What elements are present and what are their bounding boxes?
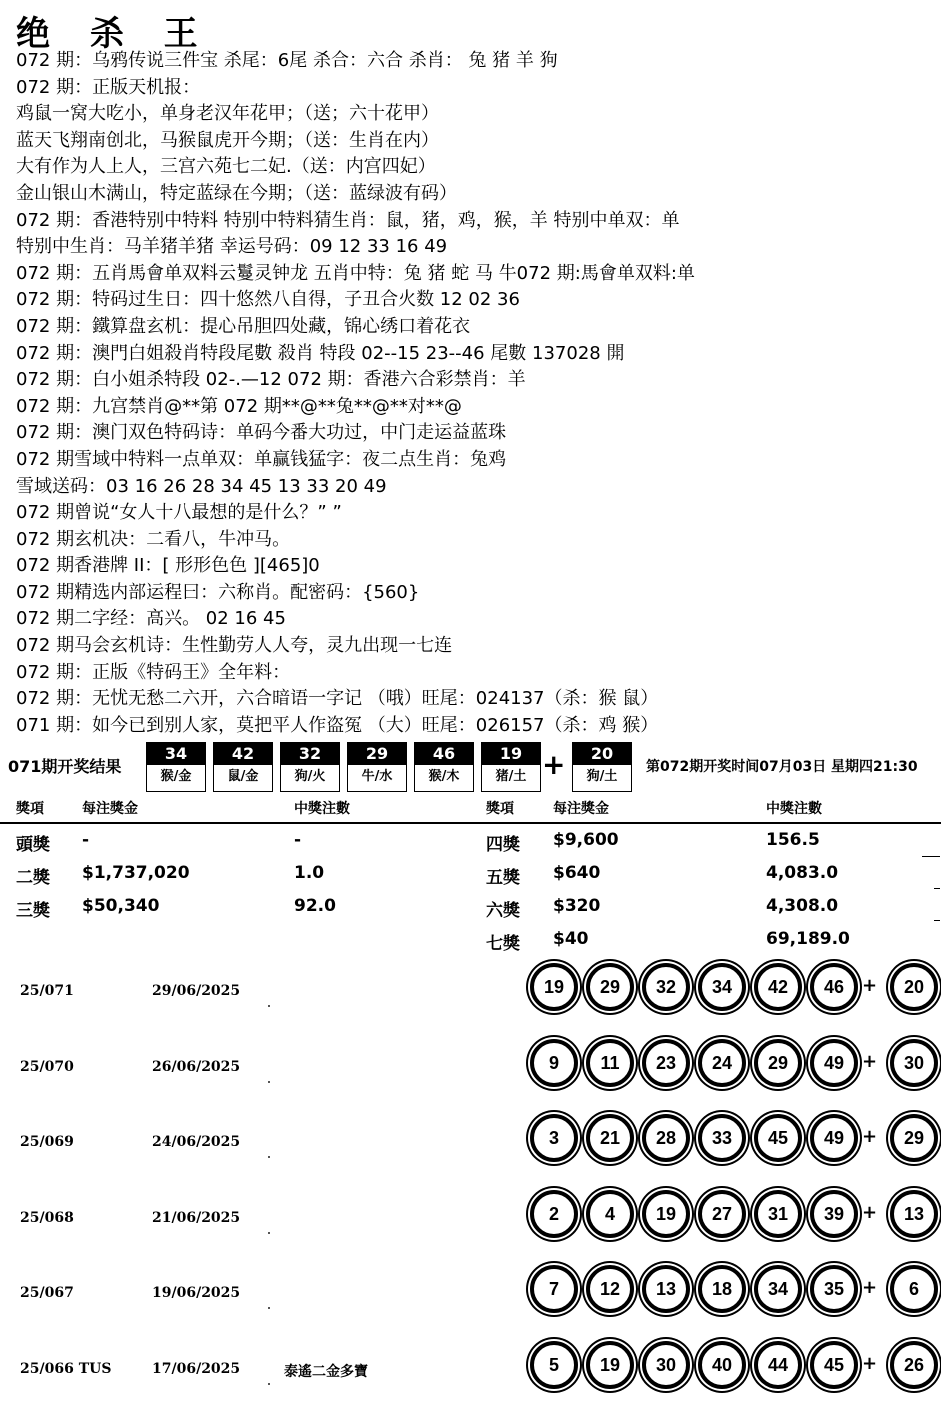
history-ball: 9 [530, 1039, 578, 1087]
next-draw-time: 第072期开奖时间07月03日 星期四21:30 [646, 759, 918, 775]
result-number: 46 [415, 743, 473, 765]
special-zodiac: 狗/土 [586, 769, 618, 784]
forecast-line: 071 期：如今已到别人家，莫把平人作盗冤 （大）旺尾：026157（杀：鸡 猴） [16, 714, 659, 736]
result-number: 19 [482, 743, 540, 765]
plus-sign: + [542, 748, 566, 781]
history-special-ball: 13 [890, 1190, 938, 1238]
history-ball: 4 [586, 1190, 634, 1238]
forecast-line: 072 期：无忧无愁二六开，六合暗语一字记 （哦）旺尾：024137（杀：猴 鼠） [16, 688, 659, 710]
history-ball: 34 [754, 1265, 802, 1313]
prize-tier: 頭獎 [16, 835, 50, 855]
forecast-line: 072 期：香港特别中特料 特别中特料猜生肖：鼠，猪，鸡，猴，羊 特别中单双：单 [16, 209, 680, 231]
history-special-ball: 30 [890, 1039, 938, 1087]
history-ball: 46 [810, 963, 858, 1011]
prize-tier: 五獎 [486, 868, 520, 888]
draw-result-label: 071期开奖结果 [8, 757, 122, 776]
history-date: 17/06/2025 [152, 1360, 241, 1377]
history-ball: 5 [530, 1341, 578, 1389]
prize-winners: 4,308.0 [766, 896, 839, 916]
edge-mark [934, 920, 940, 921]
prize-amount: $40 [553, 929, 589, 949]
result-zodiac: 猴/木 [428, 769, 460, 784]
result-number: 29 [348, 743, 406, 765]
result-number-box [347, 742, 407, 792]
result-number: 34 [147, 743, 205, 765]
history-issue: 25/068 [20, 1209, 74, 1226]
forecast-text-block [16, 48, 936, 739]
speck [268, 1156, 270, 1158]
history-ball: 45 [810, 1341, 858, 1389]
history-ball: 12 [586, 1265, 634, 1313]
header-winners-2: 中獎注數 [766, 801, 822, 817]
forecast-line: 072 期：鐵算盘玄机：提心吊胆四处藏，锦心绣口着花衣 [16, 315, 471, 337]
history-row [0, 963, 941, 1023]
result-zodiac: 猪/土 [495, 769, 527, 784]
history-issue: 25/071 [20, 983, 74, 999]
history-row [0, 1341, 941, 1401]
history-plus: + [862, 1277, 878, 1298]
history-ball: 19 [586, 1341, 634, 1389]
result-zodiac: 猴/金 [160, 769, 192, 784]
header-tier-2: 獎項 [486, 801, 514, 817]
speck [268, 1232, 270, 1234]
history-ball: 29 [754, 1039, 802, 1087]
history-issue: 25/067 [20, 1285, 74, 1301]
history-row [0, 1190, 941, 1250]
history-issue: 25/070 [20, 1058, 74, 1075]
history-ball: 13 [642, 1265, 690, 1313]
result-zodiac: 狗/火 [294, 769, 326, 784]
history-plus: + [862, 1050, 878, 1072]
header-amount: 每注獎金 [82, 801, 138, 817]
forecast-line: 072 期：澳門白姐殺肖特段尾數 殺肖 特段 02--15 23--46 尾數 137028 開 [16, 342, 625, 364]
history-special-ball: 20 [890, 963, 938, 1011]
forecast-line: 金山银山木满山，特定蓝绿在今期；（送：蓝绿波有码） [16, 182, 457, 204]
forecast-line: 072 期：乌鸦传说三件宝 杀尾：6尾 杀合：六合 杀肖： 兔 猪 羊 狗 [16, 50, 558, 71]
history-ball: 27 [698, 1190, 746, 1238]
history-ball: 2 [530, 1190, 578, 1238]
speck [268, 1307, 270, 1309]
result-number-box [481, 742, 541, 792]
history-ball: 49 [810, 1039, 858, 1087]
result-number: 32 [281, 743, 339, 765]
history-ball: 30 [642, 1341, 690, 1389]
forecast-line: 072 期香港牌 II：[ 形形色色 ][465]0 [16, 555, 320, 577]
history-ball: 19 [530, 963, 578, 1011]
forecast-line: 072 期精选内部运程曰：六称肖。配密码：{560} [16, 581, 420, 603]
prize-tier: 七獎 [486, 934, 520, 954]
history-ball: 11 [586, 1039, 634, 1087]
prize-winners: 4,083.0 [766, 863, 839, 883]
forecast-line: 072 期马会玄机诗：生性勤劳人人夸，灵九出现一七连 [16, 635, 453, 657]
result-zodiac: 鼠/金 [227, 769, 259, 784]
history-row [0, 1265, 941, 1325]
history-note: 泰遙二金多寶 [284, 1363, 368, 1380]
history-special-ball: 29 [890, 1114, 938, 1162]
prize-amount: $1,737,020 [82, 863, 190, 883]
forecast-line: 072 期：正版《特码王》全年料： [16, 661, 291, 683]
history-special-ball: 6 [890, 1265, 938, 1313]
history-ball: 19 [642, 1190, 690, 1238]
forecast-line: 072 期：五肖馬會单双料云鬘灵钟龙 五肖中特：兔 猪 蛇 马 牛072 期:馬會单双料:单 [16, 262, 695, 284]
special-number-box [572, 742, 632, 792]
history-ball: 34 [698, 963, 746, 1011]
prize-amount: $50,340 [82, 896, 160, 916]
prize-amount: - [82, 830, 90, 850]
history-plus: + [862, 975, 878, 996]
draw-result-row [0, 742, 941, 792]
result-number-box [146, 742, 206, 792]
result-number-box [213, 742, 273, 792]
forecast-line: 072 期：正版天机报： [16, 76, 201, 98]
history-row [0, 1039, 941, 1099]
history-plus: + [862, 1352, 878, 1374]
forecast-line: 072 期：九宫禁肖@**第 072 期**@**兔**@**对**@ [16, 395, 462, 417]
history-ball: 28 [642, 1114, 690, 1162]
history-special-ball: 26 [890, 1341, 938, 1389]
prize-winners: 1.0 [294, 863, 325, 883]
prize-tier: 四獎 [486, 835, 520, 855]
forecast-line: 蓝天飞翔南创北，马猴鼠虎开今期；（送：生肖在内） [16, 129, 439, 151]
history-plus: + [862, 1201, 878, 1223]
result-zodiac: 牛/水 [361, 769, 393, 784]
history-ball: 45 [754, 1114, 802, 1162]
prize-table [0, 794, 941, 954]
prize-amount: $9,600 [553, 830, 619, 850]
history-issue: 25/069 [20, 1134, 74, 1150]
history-plus: + [862, 1126, 878, 1147]
edge-mark [922, 856, 940, 857]
history-issue: 25/066 TUS [20, 1360, 112, 1377]
history-ball: 7 [530, 1265, 578, 1313]
history-ball: 29 [586, 963, 634, 1011]
history-row [0, 1114, 941, 1174]
history-date: 24/06/2025 [152, 1134, 241, 1150]
result-number-box [414, 742, 474, 792]
forecast-line: 072 期：白小姐杀特段 02-.—12 072 期：香港六合彩禁肖：羊 [16, 369, 526, 391]
forecast-line: 072 期：特码过生日：四十悠然八自得，子丑合火数 12 02 36 [16, 289, 520, 311]
history-date: 26/06/2025 [152, 1058, 241, 1075]
edge-mark [934, 888, 940, 889]
history-ball: 31 [754, 1190, 802, 1238]
history-ball: 33 [698, 1114, 746, 1162]
result-number: 42 [214, 743, 272, 765]
prize-winners: 156.5 [766, 830, 820, 850]
history-date: 21/06/2025 [152, 1209, 241, 1226]
history-ball: 23 [642, 1039, 690, 1087]
forecast-line: 鸡鼠一窝大吃小，单身老汉年花甲；（送；六十花甲） [16, 103, 439, 125]
forecast-line: 雪域送码：03 16 26 28 34 45 13 33 20 49 [16, 475, 387, 497]
speck [268, 1081, 270, 1083]
history-ball: 44 [754, 1341, 802, 1389]
header-amount-2: 每注獎金 [553, 801, 609, 817]
history-ball: 32 [642, 963, 690, 1011]
history-ball: 40 [698, 1341, 746, 1389]
speck [268, 1005, 270, 1007]
history-date: 29/06/2025 [152, 983, 241, 999]
speck [268, 1383, 270, 1385]
forecast-line: 072 期：澳门双色特码诗：单码今番大功过，中门走运益蓝珠 [16, 422, 507, 444]
table-divider [0, 822, 941, 824]
forecast-line: 072 期雪域中特料一点单双：单赢钱猛字：夜二点生肖：兔鸡 [16, 448, 507, 470]
history-ball: 3 [530, 1114, 578, 1162]
history-ball: 24 [698, 1039, 746, 1087]
prize-amount: $320 [553, 896, 601, 916]
prize-tier: 二獎 [16, 868, 50, 888]
prize-winners: 69,189.0 [766, 929, 850, 949]
page-title: 绝 杀 王 [16, 14, 212, 54]
special-number: 20 [573, 743, 631, 765]
prize-amount: $640 [553, 863, 601, 883]
forecast-line: 072 期二字经：高兴。 02 16 45 [16, 608, 286, 630]
forecast-line: 072 期曾说“女人十八最想的是什么？” ” [16, 502, 342, 524]
prize-winners: 92.0 [294, 896, 336, 916]
history-ball: 21 [586, 1114, 634, 1162]
prize-tier: 六獎 [486, 901, 520, 921]
history-ball: 42 [754, 963, 802, 1011]
history-ball: 39 [810, 1190, 858, 1238]
result-number-box [280, 742, 340, 792]
forecast-line: 大有作为人上人，三宫六苑七二妃.（送：内宫四妃） [16, 156, 436, 178]
header-winners: 中獎注數 [294, 801, 350, 817]
forecast-line: 特别中生肖：马羊猪羊猪 幸运号码：09 12 33 16 49 [16, 236, 448, 258]
forecast-line: 072 期玄机决：二看八，牛冲马。 [16, 528, 291, 550]
prize-winners: - [294, 830, 302, 850]
history-ball: 35 [810, 1265, 858, 1313]
prize-tier: 三獎 [16, 901, 50, 921]
history-ball: 18 [698, 1265, 746, 1313]
history-date: 19/06/2025 [152, 1285, 241, 1301]
header-tier: 獎項 [16, 801, 44, 817]
history-ball: 49 [810, 1114, 858, 1162]
